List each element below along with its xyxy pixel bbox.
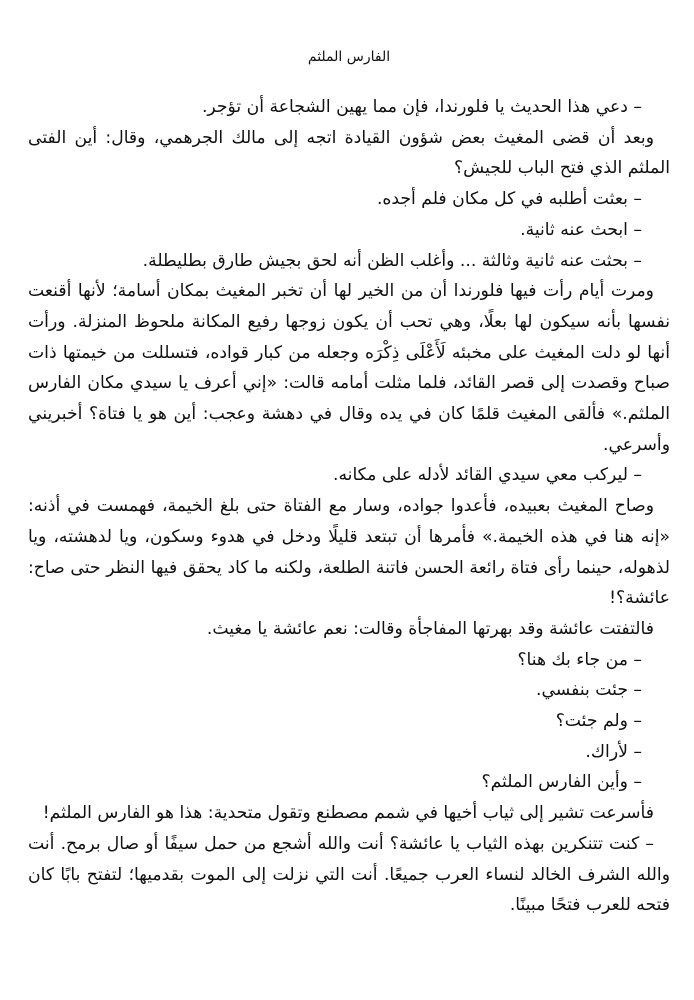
dialog-line: – ابحث عنه ثانية. [520,219,642,240]
paragraph: وصاح المغيث بعبيده، فأعدوا جواده، وسار مع الفتاة حتى بلغ الخيمة، فهمست في أذنه: «إنه هنا في هذه الخيمة.» فأمرها أن تبتعد قليلًا ودخل في هدوء وسكون، ويا لدهشته، ويا لذهوله، حينما رأى فتاة رائعة الحسن فاتنة الطلعة، ولكنه ما كاد يحقق فيها النظر حتى صاح: عائشة؟! [28,496,670,609]
paragraph: وبعد أن قضى المغيث بعض شؤون القيادة اتجه إلى مالك الجرهمي، وقال: أين الفتى الملثم الذي فتح الباب للجيش؟ [28,127,670,179]
paragraph: فالتفتت عائشة وقد بهرتها المفاجأة وقالت: نعم عائشة يا مغيث. [206,618,654,639]
dialog-line: – دعي هذا الحديث يا فلورندا، فإن مما يهين الشجاعة أن تؤجر. [201,97,642,117]
running-header: الفارس الملثم [307,49,391,65]
dialog-line: – بحثت عنه ثانية وثالثة ... وأغلب الظن أنه لحق بجيش طارق بطليطلة. [142,250,642,271]
dialog-line: – ليركب معي سيدي القائد لأدله على مكانه. [332,465,642,486]
dialog-line: – وأين الفارس الملثم؟ [481,772,642,793]
dialog-line: – ولم جئت؟ [555,711,642,732]
dialog-line: – لأراك. [585,741,642,762]
body-text [28,92,670,921]
paragraph: فأسرعت تشير إلى ثياب أخيها في شمم مصطنع وتقول متحدية: هذا هو الفارس الملثم! [42,803,654,824]
paragraph: ومرت أيام رأت فيها فلورندا أن من الخير لها أن تخبر المغيث بمكان أسامة؛ لأنها أقنعت نفسها بأنه سيكون لها بعلًا، وهي تحب أن يكون زوجها رفيع المكانة ملحوظ المنزلة. ورأت أنها لو دلت المغيث على مخبئه لَأَعْلَى ذِكْرَه وجعله من كبار قواده، فتسللت من خيمتها ذات صباح وقصدت إلى قصر القائد، فلما مثلت أمامه قالت: «إني أعرف يا سيدي مكان الفارس الملثم.» فألقى المغيث قلمًا كان في يده وقال في دهشة وعجب: أين هو يا فتاة؟ أخبريني وأسرعي. [28,281,670,455]
dialog-line: – من جاء بك هنا؟ [517,649,642,670]
dialog-line: – بعثت أطلبه في كل مكان فلم أجده. [376,189,642,210]
paragraph: – كنت تتنكرين بهذه الثياب يا عائشة؟ أنت والله أشجع من حمل سيفًا أو صال برمح. أنت والله الشرف الخالد لنساء العرب جميعًا. أنت التي نزلت إلى الموت بقدميها؛ لتفتح بابًا كان فتحه للعرب فتحًا مبينًا. [28,833,670,916]
dialog-line: – جئت بنفسي. [536,680,642,701]
